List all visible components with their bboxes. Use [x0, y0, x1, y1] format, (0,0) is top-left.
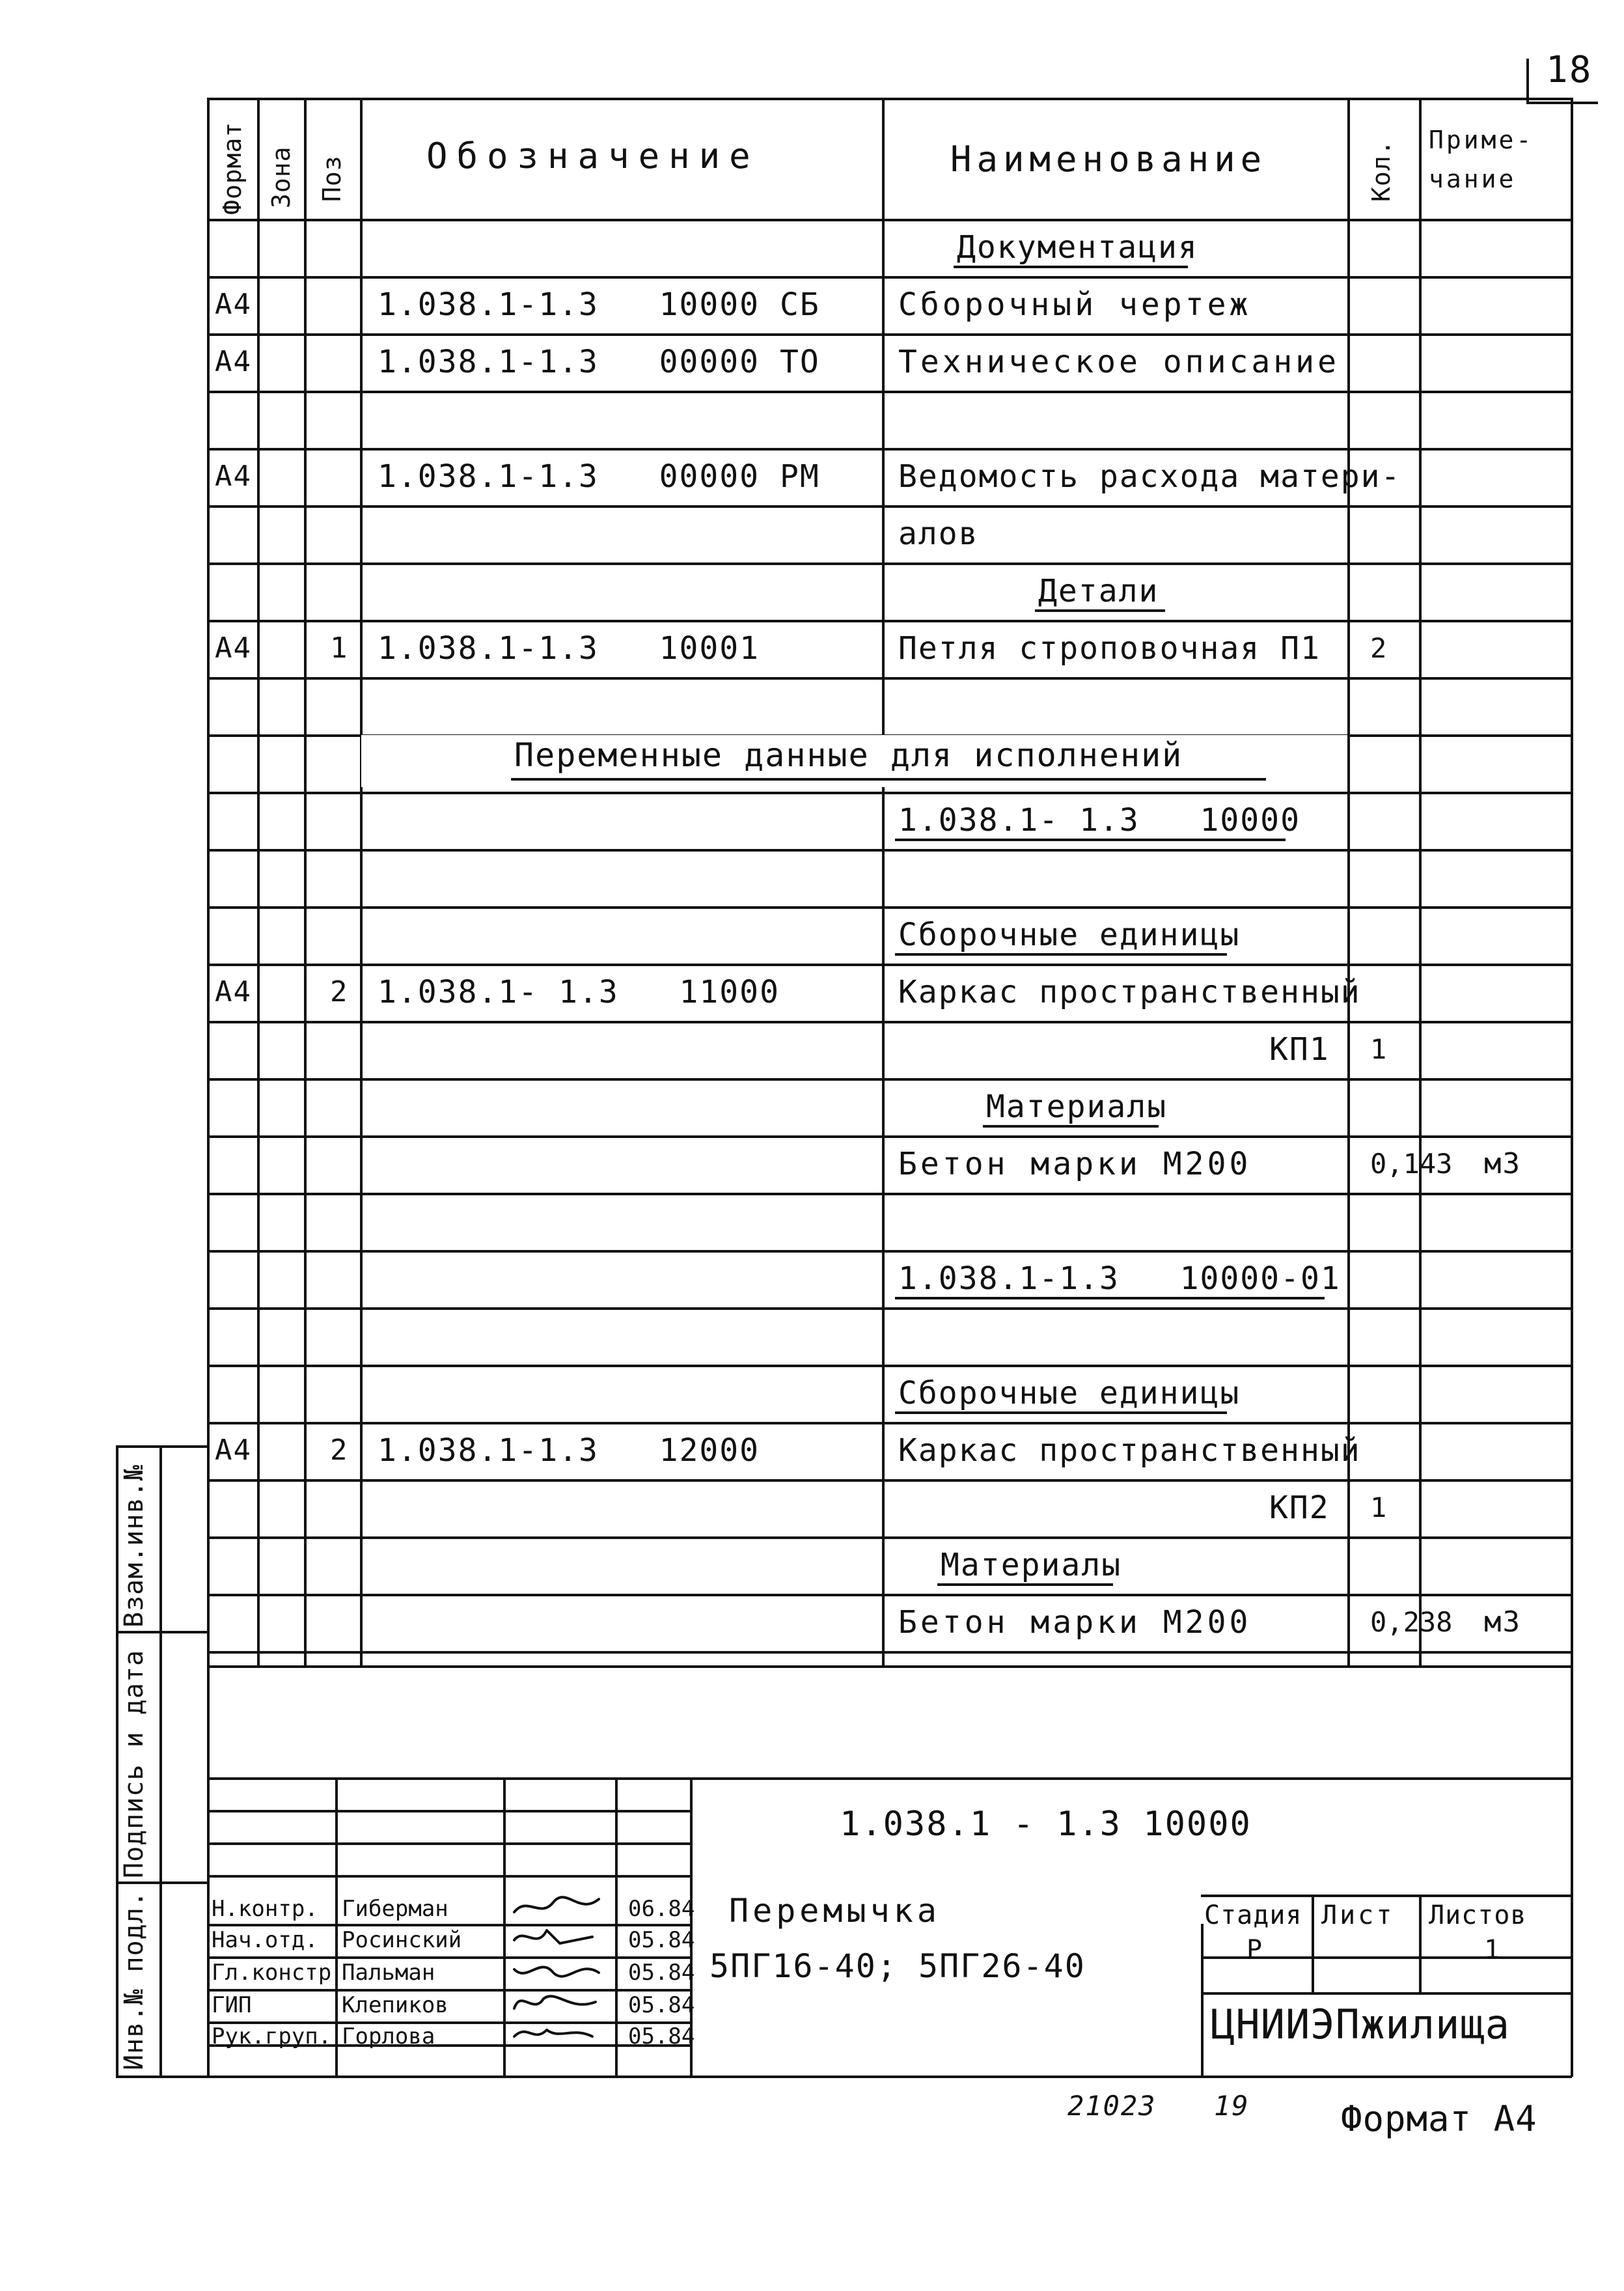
stage-col-div2 [1419, 1895, 1422, 1992]
stage-block-div2 [1201, 1992, 1572, 1995]
row-name: Сборочные единицы [898, 917, 1241, 953]
row-name-underline [937, 1583, 1113, 1586]
header-pos: Поз [318, 155, 346, 202]
signature-mark [508, 1893, 612, 1922]
row-name: Каркас пространственный [898, 1432, 1361, 1469]
row-qty: 0,143 [1370, 1148, 1453, 1180]
side-stamp-left [116, 1445, 118, 2077]
row-name: Каркас пространственный [898, 974, 1361, 1010]
row-pos: 1 [330, 632, 349, 665]
sig-line-2 [207, 1842, 692, 1845]
signer-name: Горлова [342, 2023, 435, 2049]
row-pos: 2 [330, 1434, 349, 1467]
row-divider [207, 448, 1572, 451]
row-divider [207, 391, 1572, 393]
signer-name: Росинский [342, 1927, 462, 1953]
row-name: алов [898, 516, 979, 552]
organization: ЦНИИЭПжилища [1211, 2001, 1510, 2048]
row-divider [207, 849, 1572, 852]
header-designation: Обозначение [426, 135, 760, 176]
stage-value: Р [1246, 1935, 1263, 1965]
variable-data-underline [511, 778, 1266, 781]
row-format: А4 [215, 1434, 252, 1467]
signature-mark [508, 1956, 612, 1986]
row-designation: 1.038.1-1.3 00000 РМ [378, 458, 820, 495]
title-block-bottom [116, 2076, 1572, 2078]
row-format: А4 [215, 288, 252, 321]
signer-role: Нач.отд. [212, 1927, 318, 1953]
copy-number: 21023 [1067, 2090, 1157, 2122]
sheet-label: Лист [1321, 1900, 1395, 1930]
title-block-left [207, 1665, 210, 2077]
row-name-underline [895, 839, 1286, 841]
row-format: А4 [215, 975, 252, 1008]
variable-data-heading: Переменные данные для исполнений [514, 736, 1183, 774]
side-stamp-mid [159, 1445, 162, 2077]
signer-date: 05.84 [628, 1927, 695, 1953]
stage-label: Стадия [1204, 1900, 1302, 1930]
row-name: Бетон марки М200 [898, 1604, 1252, 1641]
row-divider [207, 1651, 1572, 1654]
header-note: Приме- чание [1429, 126, 1534, 193]
row-name: 1.038.1- 1.3 10000 [898, 802, 1301, 839]
side-stamp-div2 [116, 1881, 208, 1884]
row-name: Материалы [986, 1089, 1168, 1125]
doc-code: 1.038.1 - 1.3 10000 [840, 1805, 1252, 1844]
row-divider [207, 1422, 1572, 1424]
row-divider [207, 562, 1572, 565]
row-name_right: КП2 [1269, 1490, 1330, 1526]
format-label: Формат А4 [1341, 2098, 1537, 2139]
row-divider [207, 964, 1572, 966]
sig-col-sign [615, 1777, 618, 2077]
row-format: А4 [215, 632, 252, 665]
header-zone: Зона [267, 146, 296, 208]
row-name: 1.038.1-1.3 10000-01 [898, 1260, 1341, 1297]
signer-name: Пальман [342, 1960, 435, 1986]
signature-mark [508, 1924, 612, 1953]
signer-name: Гиберман [342, 1896, 448, 1922]
row-qty: 1 [1370, 1492, 1387, 1523]
row-divider [207, 1536, 1572, 1539]
row-format: А4 [215, 345, 252, 378]
signer-name: Клепиков [342, 1992, 448, 2018]
side-stamp-div1 [116, 1631, 208, 1633]
row-designation: 1.038.1-1.3 10000 СБ [378, 286, 820, 323]
row-qty: 1 [1370, 1033, 1387, 1065]
row-divider [207, 1365, 1572, 1367]
header-qty: Кол. [1367, 139, 1396, 202]
signer-role: ГИП [212, 1992, 252, 2018]
sig-line-1 [207, 1810, 692, 1812]
sig-col-name [503, 1777, 506, 2077]
signer-role: Н.контр. [212, 1896, 318, 1922]
side-replace-inv: Взам.инв.№ [119, 1464, 149, 1628]
stage-block-left [1201, 1924, 1204, 2077]
sheets-label: Листов [1429, 1900, 1527, 1930]
row-name-underline [954, 266, 1188, 268]
row-name: Техническое описание [898, 344, 1340, 380]
stage-col-div1 [1312, 1895, 1314, 1992]
row-divider [207, 1594, 1572, 1596]
header-format: Формат [218, 121, 247, 215]
signer-role: Гл.констр [212, 1960, 332, 1986]
row-name: Ведомость расхода матери- [898, 458, 1401, 495]
row-divider [207, 333, 1572, 336]
row-name-underline [895, 1297, 1325, 1299]
row-designation: 1.038.1-1.3 12000 [378, 1432, 760, 1469]
signer-date: 05.84 [628, 1960, 695, 1986]
row-designation: 1.038.1- 1.3 11000 [378, 974, 780, 1010]
row-note: м3 [1484, 1605, 1521, 1639]
product-name: Перемычка [729, 1892, 941, 1930]
signer-role: Рук.груп. [212, 2023, 332, 2049]
side-inv-orig: Инв.№ подл. [119, 1891, 149, 2070]
title-block-div [207, 1777, 1572, 1780]
row-pos: 2 [330, 975, 349, 1008]
row-divider [207, 677, 1572, 680]
row-name_right: КП1 [1269, 1031, 1330, 1068]
product-marks: 5ПГ16-40; 5ПГ26-40 [709, 1947, 1086, 1985]
title-block-top [207, 1665, 1572, 1668]
row-divider [207, 1479, 1572, 1482]
sig-col-role [335, 1777, 338, 2077]
row-name: Детали [1038, 573, 1159, 609]
row-divider [207, 276, 1572, 279]
signer-date: 05.84 [628, 1992, 695, 2018]
header-bottom-border [207, 219, 1572, 221]
row-name: Петля строповочная П1 [898, 630, 1321, 667]
signature-mark [508, 1989, 612, 2018]
row-divider [207, 906, 1572, 909]
row-name: Документация [957, 229, 1198, 266]
row-divider [207, 505, 1572, 508]
row-divider [207, 1021, 1572, 1023]
row-name-underline [895, 953, 1227, 956]
row-divider [207, 1135, 1572, 1138]
row-name-underline [1035, 609, 1165, 612]
row-name: Материалы [941, 1547, 1122, 1583]
row-name: Сборочный чертеж [898, 286, 1252, 323]
signer-date: 05.84 [628, 2023, 695, 2049]
row-designation: 1.038.1-1.3 10001 [378, 630, 760, 667]
sheet-number: 18 [1546, 49, 1593, 91]
row-divider [207, 792, 1572, 794]
row-note: м3 [1484, 1147, 1521, 1180]
row-divider [207, 1193, 1572, 1195]
sig-line-3 [207, 1875, 692, 1878]
table-top-border [207, 98, 1572, 100]
row-name-underline [983, 1125, 1159, 1128]
signer-date: 06.84 [628, 1896, 695, 1922]
table-right-border [1571, 98, 1573, 2077]
sheet-number-underline [1526, 102, 1598, 104]
sheets-value: 1 [1484, 1935, 1501, 1965]
header-name: Наименование [950, 139, 1267, 180]
page-number: 19 [1214, 2090, 1250, 2122]
row-qty: 0,238 [1370, 1606, 1453, 1638]
row-divider [207, 1250, 1572, 1253]
side-stamp-top [116, 1445, 208, 1448]
row-designation: 1.038.1-1.3 00000 ТО [378, 344, 820, 380]
row-format: А4 [215, 460, 252, 493]
row-name: Сборочные единицы [898, 1375, 1241, 1411]
row-name: Бетон марки М200 [898, 1146, 1252, 1182]
signature-mark [508, 2020, 612, 2049]
row-divider [207, 1307, 1572, 1310]
row-divider [207, 1078, 1572, 1081]
row-qty: 2 [1370, 632, 1387, 664]
row-divider [207, 620, 1572, 622]
side-sign-date: Подпись и дата [119, 1649, 149, 1878]
row-name-underline [895, 1411, 1227, 1414]
